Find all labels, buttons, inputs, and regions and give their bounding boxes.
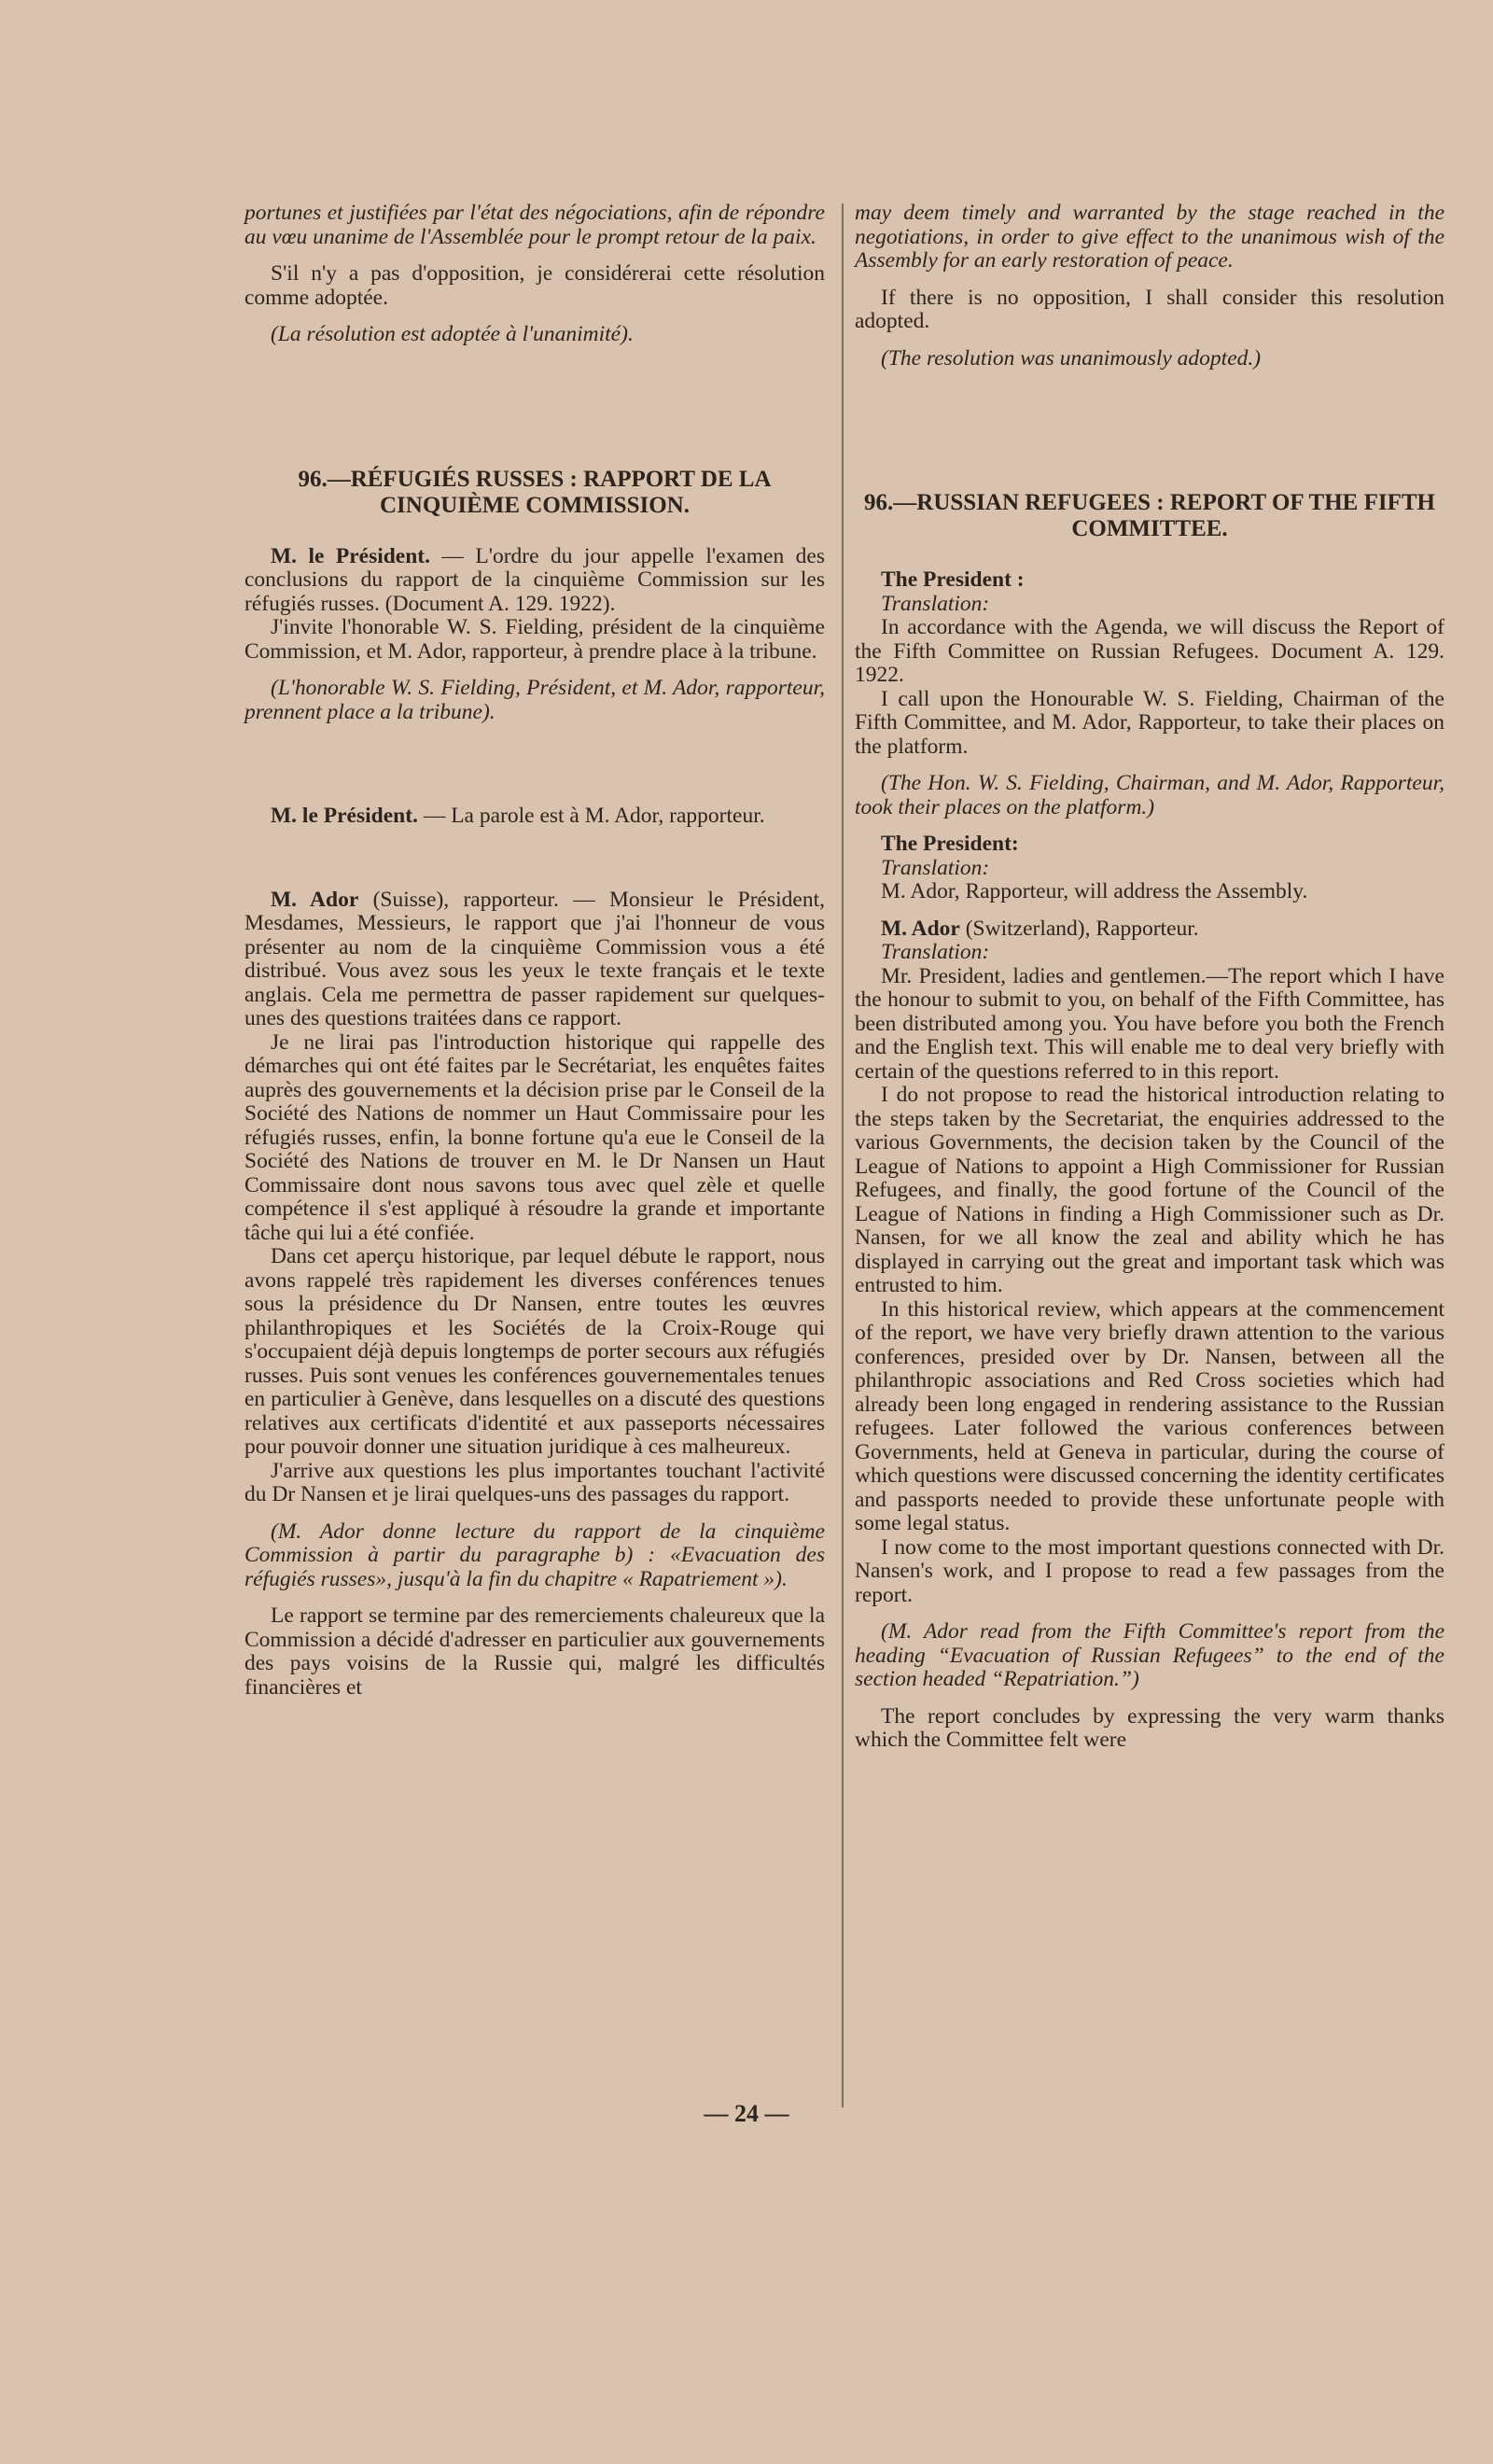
fr-president-invitation: J'invite l'honorable W. S. Fielding, président de la cinquième Commission, et M. Ador, rapporteur, à prendre place à la tribune. [244,615,825,664]
fr-resolution-adopted: (La résolution est adoptée à l'unanimité). [271,322,634,346]
en-president-agenda: In accordance with the Agenda, we will discuss the Report of the Fifth Committee on Russian Refugees. Document A. 129. 1922. [855,615,1444,687]
english-column [855,202,1444,1753]
fr-stage-direction-platform: (L'honorable W. S. Fielding, Président, et M. Ador, rapporteur, prennent place a la tribune). [244,676,825,724]
fr-president-statement: S'il n'y a pas d'opposition, je considérerai cette résolution comme adoptée. [244,261,825,310]
fr-stage-direction-reading: (M. Ador donne lecture du rapport de la cinquième Commission à partir du paragraphe b) : «Evacuation des réfugiés russes», jusqu'à la fin du chapitre « Rapatriement »). [244,1519,825,1591]
en-speaker-president-2: The President: [881,832,1019,856]
fr-president-floor: M. le Président. — La parole est à M. Ador, rapporteur. [271,804,765,828]
en-resolution-adopted: (The resolution was unanimously adopted.) [881,345,1262,371]
fr-speaker-ador: M. Ador [271,887,359,912]
column-divider [842,203,844,2107]
en-stage-direction-platform: (The Hon. W. S. Fielding, Chairman, and M. Ador, Rapporteur, took their places on the platform.) [855,771,1444,819]
en-closing-paragraph: The report concludes by expressing the very warm thanks which the Committee felt were [855,1703,1444,1752]
en-translation-label-3: Translation: [881,940,990,964]
en-president-floor: M. Ador, Rapporteur, will address the Assembly. [881,879,1308,903]
en-ador-intro: M. Ador (Switzerland), Rapporteur. [881,916,1199,941]
en-stage-direction-reading: (M. Ador read from the Fifth Committee's report from the heading “Evacuation of Russian Refugees” to the end of the section headed “Repatriation.”) [855,1619,1444,1691]
en-speaker-president: The President : [881,567,1025,592]
en-ador-speech-2: I do not propose to read the historical introduction relating to the steps taken by the Secretariat, the enquiries addressed to the various Governments, the decision taken by the Council of the League of Nations to appoint a High Commissioner for Russian Refugees, and finally, the good fortune of the Council of the League of Nations in finding a High Commissioner such as Dr. Nansen, for we all know the zeal and ability which he has displayed in carrying out the great and important task which was entrusted to him. [855,1083,1444,1297]
fr-ador-speech-1: M. Ador (Suisse), rapporteur. — Monsieur le Président, Mesdames, Messieurs, le rapport que j'ai l'honneur de vous présenter au nom de la cinquième Commission vous a été distribué. Vous avez sous les yeux le texte français et le texte anglais. Cela me permettra de passer rapidement sur quelques-unes des questions traitées dans ce rapport. [244,887,825,1030]
fr-president-agenda: M. le Président. — L'ordre du jour appelle l'examen des conclusions du rapport de la cinquième Commission sur les réfugiés russes. (Document A. 129. 1922). [244,543,825,616]
french-column [244,202,825,1700]
en-speaker-ador: M. Ador [881,916,960,941]
fr-closing-paragraph: Le rapport se termine par des remerciements chaleureux que la Commission a décidé d'adresser en particulier aux gouvernements des pays voisins de la Russie qui, malgré les difficultés financières et [244,1603,825,1700]
page-number: — 24 — [704,2100,789,2127]
en-ador-speech-4: I now come to the most important questions connected with Dr. Nansen's work, and I propose to read a few passages from the report. [855,1534,1444,1607]
en-translation-label-2: Translation: [881,855,990,880]
en-president-invitation: I call upon the Honourable W. S. Fielding, Chairman of the Fifth Committee, and M. Ador, Rapporteur, to take their places on the platform. [855,686,1444,759]
en-translation-label: Translation: [881,591,990,616]
fr-resolution-fragment: portunes et justifiées par l'état des négociations, afin de répondre au vœu unanime de l'Assemblée pour le prompt retour de la paix. [244,201,825,249]
fr-speaker-president-2: M. le Président. [271,804,418,828]
en-ador-speech-1: Mr. President, ladies and gentlemen.—The report which I have the honour to submit to you, on behalf of the Fifth Committee, has been distributed among you. You have before you both the French and the English text. This will enable me to deal very briefly with certain of the questions referred to in this report. [855,963,1444,1084]
fr-ador-speech-2: Je ne lirai pas l'introduction historique qui rappelle des démarches qui ont été faites par le Secrétariat, les enquêtes faites auprès des gouvernements et la décision prise par le Conseil de la Société des Nations de nommer un Haut Commissaire pour les réfugiés russes, enfin, la bonne fortune qu'a eue le Conseil de la Société des Nations de trouver en M. le Dr Nansen un Haut Commissaire dont nous savons tous avec quel zèle et quelle compétence il s'est appliqué à résoudre la grande et importante tâche qui lui a été confiée. [244,1029,825,1245]
en-section-heading: 96.—RUSSIAN REFUGEES : REPORT OF THE FIFTH COMMITTEE. [864,490,1435,541]
fr-ador-speech-3: Dans cet aperçu historique, par lequel débute le rapport, nous avons rappelé très rapidement les diverses conférences tenues sous la présidence du Dr Nansen, entre toutes les œuvres philanthropiques et les Sociétés de la Croix-Rouge qui s'occupaient déjà depuis longtemps de porter secours aux réfugiés russes. Puis sont venues les conférences gouvernementales tenues en particulier à Genève, dans lesquelles on a discuté des questions relatives aux certificats d'identité et aux passeports nécessaires pour pouvoir donner une situation juridique à ces malheureux. [244,1244,825,1459]
fr-section-heading: 96.—RÉFUGIÉS RUSSES : RAPPORT DE LA CINQUIÈME COMMISSION. [298,466,772,518]
en-ador-speech-3: In this historical review, which appears at the commencement of the report, we have very briefly drawn attention to the various conferences, presided over by Dr. Nansen, between all the philanthropic associations and Red Cross societies which had already been long engaged in rendering assistance to the Russian refugees. Later followed the various conferences between Governments, held at Geneva in particular, during the course of which questions were discussed concerning the identity certificates and passports needed to provide these unfortunate people with some legal status. [855,1296,1444,1535]
en-president-statement: If there is no opposition, I shall consider this resolution adopted. [855,285,1444,333]
en-resolution-fragment: may deem timely and warranted by the stage reached in the negotiations, in order to give effect to the unanimous wish of the Assembly for an early restoration of peace. [855,201,1444,273]
fr-speaker-president: M. le Président. [271,543,431,568]
fr-ador-speech-4: J'arrive aux questions les plus importantes touchant l'activité du Dr Nansen et je lirai quelques-uns des passages du rapport. [244,1458,825,1506]
